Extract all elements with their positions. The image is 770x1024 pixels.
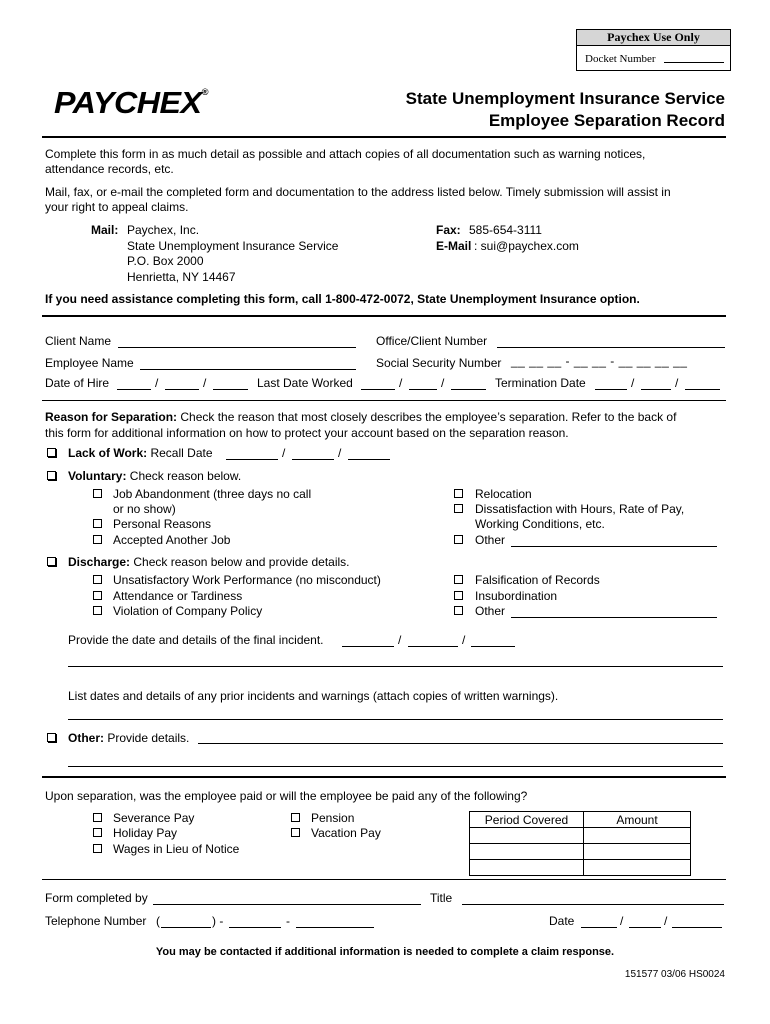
unsatisfactory-label: Unsatisfactory Work Performance (no misconduct) <box>113 573 381 587</box>
other-reason-label: Other: Provide details. <box>68 731 190 745</box>
date-day[interactable] <box>629 915 661 928</box>
docket-number-field[interactable] <box>664 50 724 63</box>
slash: / <box>441 376 445 390</box>
payment-table <box>469 811 691 876</box>
email-value: : sui@paychex.com <box>474 239 579 253</box>
employee-name-field[interactable] <box>140 357 356 370</box>
period-cell[interactable] <box>470 828 584 844</box>
paren-close: ) - <box>212 914 224 928</box>
discharge-other-checkbox[interactable] <box>454 606 463 615</box>
paren-open: ( <box>156 914 160 928</box>
incident-month[interactable] <box>342 634 394 647</box>
prior-incidents-line[interactable] <box>68 719 723 720</box>
lack-of-work-checkbox[interactable] <box>47 448 56 457</box>
fax-value: 585-654-3111 <box>469 223 542 237</box>
wages-label: Wages in Lieu of Notice <box>113 842 240 856</box>
dissatisfaction-checkbox[interactable] <box>454 504 463 513</box>
violation-label: Violation of Company Policy <box>113 604 263 618</box>
last-year[interactable] <box>451 377 486 390</box>
intro-p2b: your right to appeal claims. <box>45 200 189 214</box>
reason-line-b: this form for additional information on how to protect your account based on the separation reason. <box>45 426 569 440</box>
personal-reasons-label: Personal Reasons <box>113 517 212 531</box>
incident-year[interactable] <box>471 634 515 647</box>
date-year[interactable] <box>672 915 722 928</box>
dash: - <box>286 914 290 928</box>
client-name-field[interactable] <box>118 335 356 348</box>
job-abandonment-label-b: or no show) <box>113 502 176 516</box>
slash: / <box>631 376 635 390</box>
header-rule <box>42 136 726 138</box>
ssn-label: Social Security Number <box>376 356 502 370</box>
amount-cell[interactable] <box>584 860 691 876</box>
term-month[interactable] <box>595 377 627 390</box>
pension-checkbox[interactable] <box>291 813 300 822</box>
client-name-label: Client Name <box>45 334 112 348</box>
voluntary-other-label: Other <box>475 533 506 547</box>
discharge-checkbox[interactable] <box>47 557 56 566</box>
email-label: E-Mail <box>436 239 472 253</box>
attendance-label: Attendance or Tardiness <box>113 589 243 603</box>
unsatisfactory-checkbox[interactable] <box>93 575 102 584</box>
slash: / <box>462 633 466 647</box>
amount-cell[interactable] <box>584 844 691 860</box>
mail-line1: Paychex, Inc. <box>127 223 200 237</box>
holiday-label: Holiday Pay <box>113 826 178 840</box>
recall-year[interactable] <box>348 447 390 460</box>
title-label: Title <box>430 891 453 905</box>
last-date-label: Last Date Worked <box>257 376 353 390</box>
assistance-note: If you need assistance completing this form, call 1-800-472-0072, State Unemployment Insurance option. <box>45 292 640 306</box>
form-code: 151577 03/06 HS0024 <box>624 969 725 980</box>
prior-incidents-label: List dates and details of any prior incidents and warnings (attach copies of written warnings). <box>68 689 559 703</box>
use-only-title: Paychex Use Only <box>577 30 730 46</box>
date-month[interactable] <box>581 915 617 928</box>
slash: / <box>338 446 342 460</box>
holiday-checkbox[interactable] <box>93 828 102 837</box>
discharge-other-label: Other <box>475 604 506 618</box>
incident-details-line[interactable] <box>68 666 723 667</box>
period-cell[interactable] <box>470 844 584 860</box>
hire-month[interactable] <box>117 377 151 390</box>
recall-day[interactable] <box>292 447 334 460</box>
phone-line[interactable] <box>296 915 374 928</box>
severance-checkbox[interactable] <box>93 813 102 822</box>
hire-day[interactable] <box>165 377 199 390</box>
amount-cell[interactable] <box>584 828 691 844</box>
slash: / <box>675 376 679 390</box>
violation-checkbox[interactable] <box>93 606 102 615</box>
section-rule-1 <box>42 315 726 317</box>
office-client-label: Office/Client Number <box>376 334 488 348</box>
date-label: Date <box>549 914 575 928</box>
payment-question: Upon separation, was the employee paid or will the employee be paid any of the following? <box>45 789 528 803</box>
period-covered-header: Period Covered <box>470 812 584 828</box>
slash: / <box>282 446 286 460</box>
slash: / <box>620 914 624 928</box>
header-title-line1: State Unemployment Insurance Service <box>405 89 725 108</box>
vacation-checkbox[interactable] <box>291 828 300 837</box>
ssn-field[interactable]: __ __ __ - __ __ - __ __ __ __ <box>511 354 688 368</box>
period-cell[interactable] <box>470 860 584 876</box>
intro-p2a: Mail, fax, or e-mail the completed form and documentation to the address listed below. Timely submission will assist in <box>45 185 671 199</box>
other-reason-field[interactable] <box>198 731 723 744</box>
dissatisfaction-label-a: Dissatisfaction with Hours, Rate of Pay, <box>475 502 685 516</box>
severance-label: Severance Pay <box>113 811 195 825</box>
hire-year[interactable] <box>213 377 248 390</box>
intro-p1b: attendance records, etc. <box>45 162 174 176</box>
dissatisfaction-label-b: Working Conditions, etc. <box>475 517 605 531</box>
accepted-job-checkbox[interactable] <box>93 535 102 544</box>
docket-label: Docket Number <box>585 53 656 65</box>
section-rule-4 <box>42 879 726 880</box>
falsification-checkbox[interactable] <box>454 575 463 584</box>
pension-label: Pension <box>311 811 355 825</box>
amount-header: Amount <box>584 812 691 828</box>
vacation-label: Vacation Pay <box>311 826 381 840</box>
mail-line4: Henrietta, NY 14467 <box>127 270 236 284</box>
last-month[interactable] <box>361 377 395 390</box>
mail-line3: P.O. Box 2000 <box>127 254 204 268</box>
wages-checkbox[interactable] <box>93 844 102 853</box>
termination-label: Termination Date <box>495 376 586 390</box>
slash: / <box>203 376 207 390</box>
header-title-line2: Employee Separation Record <box>488 111 725 130</box>
date-of-hire-label: Date of Hire <box>45 376 110 390</box>
phone-area-code[interactable] <box>161 915 211 928</box>
slash: / <box>398 633 402 647</box>
contact-note: You may be contacted if additional information is needed to complete a claim response. <box>155 946 615 958</box>
accepted-job-label: Accepted Another Job <box>113 533 231 547</box>
last-day[interactable] <box>409 377 437 390</box>
lack-of-work-label: Lack of Work: Recall Date <box>68 446 213 460</box>
office-client-field[interactable] <box>497 335 725 348</box>
relocation-label: Relocation <box>475 487 532 501</box>
job-abandonment-label-a: Job Abandonment (three days no call <box>113 487 312 501</box>
incident-day[interactable] <box>408 634 458 647</box>
insubordination-label: Insubordination <box>475 589 558 603</box>
section-rule-2 <box>42 400 726 401</box>
job-abandonment-checkbox[interactable] <box>93 489 102 498</box>
other-details-line[interactable] <box>68 766 723 767</box>
final-incident-label: Provide the date and details of the final incident. <box>68 633 324 647</box>
mail-line2: State Unemployment Insurance Service <box>127 239 339 253</box>
phone-prefix[interactable] <box>229 915 281 928</box>
mail-label: Mail: <box>91 223 119 237</box>
voluntary-checkbox[interactable] <box>47 471 56 480</box>
paychex-use-only-box <box>576 29 731 71</box>
slash: / <box>399 376 403 390</box>
attendance-checkbox[interactable] <box>93 591 102 600</box>
recall-month[interactable] <box>226 447 278 460</box>
title-field[interactable] <box>462 892 724 905</box>
completed-by-label: Form completed by <box>45 891 148 905</box>
other-reason-checkbox[interactable] <box>47 733 56 742</box>
term-day[interactable] <box>641 377 671 390</box>
fax-label: Fax: <box>436 223 461 237</box>
intro-p1a: Complete this form in as much detail as possible and attach copies of all documentation such as warning notices, <box>45 147 646 161</box>
slash: / <box>664 914 668 928</box>
relocation-checkbox[interactable] <box>454 489 463 498</box>
employee-name-label: Employee Name <box>45 356 134 370</box>
slash: / <box>155 376 159 390</box>
telephone-label: Telephone Number <box>45 914 147 928</box>
voluntary-other-checkbox[interactable] <box>454 535 463 544</box>
voluntary-other-field[interactable] <box>511 534 717 547</box>
term-year[interactable] <box>685 377 720 390</box>
reason-line-a: Reason for Separation: Check the reason that most closely describes the employee’s separation. Refer to the back of <box>45 410 677 424</box>
section-rule-3 <box>42 776 726 778</box>
discharge-other-field[interactable] <box>511 605 717 618</box>
falsification-label: Falsification of Records <box>475 573 600 587</box>
discharge-label: Discharge: Check reason below and provide details. <box>68 555 350 569</box>
personal-reasons-checkbox[interactable] <box>93 519 102 528</box>
paychex-logo: PAYCHEX® <box>54 85 208 120</box>
voluntary-label: Voluntary: Check reason below. <box>68 469 242 483</box>
insubordination-checkbox[interactable] <box>454 591 463 600</box>
completed-by-field[interactable] <box>153 892 421 905</box>
